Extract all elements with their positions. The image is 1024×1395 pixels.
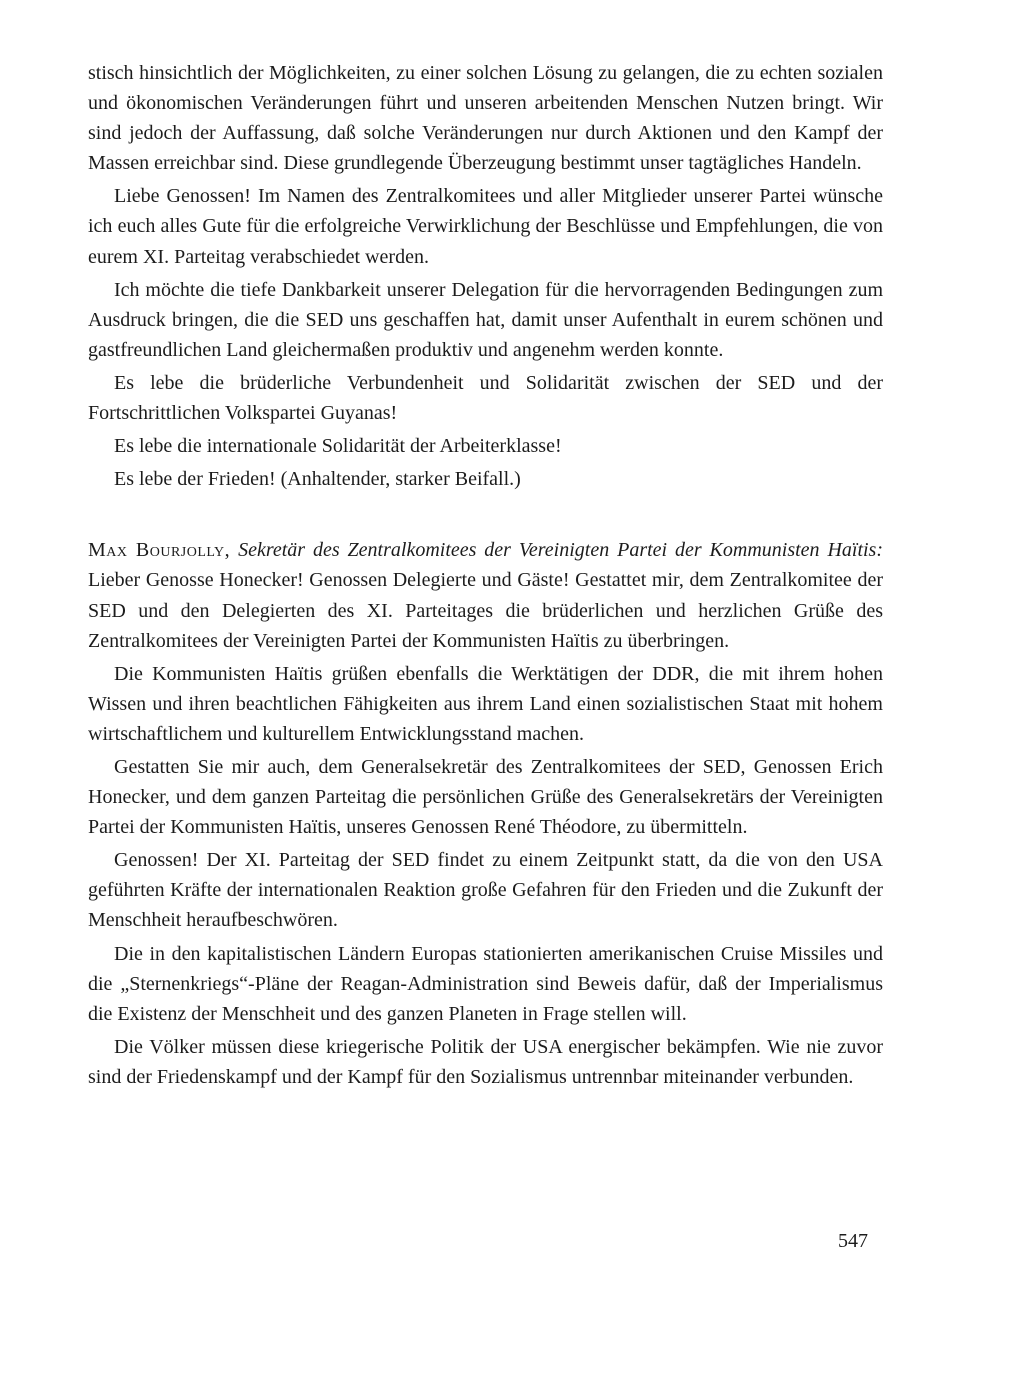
paragraph: Es lebe der Frieden! (Anhaltender, starker Beifall.) (114, 468, 521, 491)
paragraph: Die Kommunisten Haïtis grüßen ebenfalls die Werktätigen der DDR, die mit ihrem hohen Wissen und ihren beachtlichen Fähigkeiten aus ihrem Land einen sozialistischen Staat mit hohem wirtschaftlichem und kulturellem Entwicklungsstand machen. (88, 662, 883, 745)
paragraph: Die Völker müssen diese kriegerische Politik der USA energischer bekämpfen. Wie nie zuvor sind der Friedenskampf und der Kampf für den Sozialismus untrennbar miteinander verbunden. (88, 1035, 883, 1088)
speech-opening-text: Lieber Genosse Honecker! Genossen Delegierte und Gäste! Gestattet mir, dem Zentralkomitee der SED und den Delegierten des XI. Parteitages die brüderlichen und herzlichen Grüße des Zentralkomitees der Vereinigten Partei der Kommunisten Haïtis zu überbringen. (88, 569, 883, 652)
paragraph: Es lebe die brüderliche Verbundenheit und Solidarität zwischen der SED und der Fortschrittlichen Volkspartei Guyanas! (88, 371, 883, 425)
paragraph: Genossen! Der XI. Parteitag der SED findet zu einem Zeitpunkt statt, da die von den USA geführten Kräfte der internationalen Reaktion große Gefahren für den Frieden und die Zukunft der Menschheit heraufbeschwören. (88, 849, 883, 932)
paragraph: Ich möchte die tiefe Dankbarkeit unserer Delegation für die hervorragenden Bedingungen zum Ausdruck bringen, die die SED uns geschaffen hat, damit unser Aufenthalt in eurem schönen und gastfreundlichen Land gleichermaßen produktiv und angenehm werden konnte. (88, 278, 883, 361)
document-body (88, 58, 883, 1095)
speech-opening (88, 535, 883, 655)
section-gap (88, 497, 883, 535)
paragraph: Die in den kapitalistischen Ländern Europas stationierten amerikanischen Cruise Missiles und die „Sternenkriegs“-Pläne der Reagan-Administration sind Beweis dafür, daß der Imperialismus die Existenz der Menschheit und des ganzen Planeten in Frage stellen will. (88, 942, 883, 1025)
paragraph: Gestatten Sie mir auch, dem Generalsekretär des Zentralkomitees der SED, Genossen Erich Honecker, und dem ganzen Parteitag die persönlichen Grüße des Generalsekretärs der Vereinigten Partei der Kommunisten Haïtis, unseres Genossen René Théodore, zu übermitteln. (88, 755, 883, 839)
paragraph: Es lebe die internationale Solidarität der Arbeiterklasse! (114, 435, 562, 458)
page-number: 547 (838, 1230, 868, 1252)
paragraph: Liebe Genossen! Im Namen des Zentralkomitees und aller Mitglieder unserer Partei wünsche ich euch alles Gute für die erfolgreiche Verwirklichung der Beschlüsse und Empfehlungen, die von eurem XI. Parteitag verabschiedet werden. (88, 185, 883, 268)
paragraph: stisch hinsichtlich der Möglichkeiten, zu einer solchen Lösung zu gelangen, die zu echten sozialen und ökonomischen Veränderungen führt und unseren arbeitenden Menschen Nutzen bringt. Wir sind jedoch der Auffassung, daß solche Veränderungen nur durch Aktionen und den Kampf der Massen erreichbar sind. Diese grundlegende Überzeugung bestimmt unser tagtägliches Handeln. (88, 62, 883, 175)
speaker-name: Max Bourjolly, (88, 539, 231, 562)
speaker-role: Sekretär des Zentralkomitees der Vereinigten Partei der Kommunisten Haïtis: (238, 539, 884, 562)
